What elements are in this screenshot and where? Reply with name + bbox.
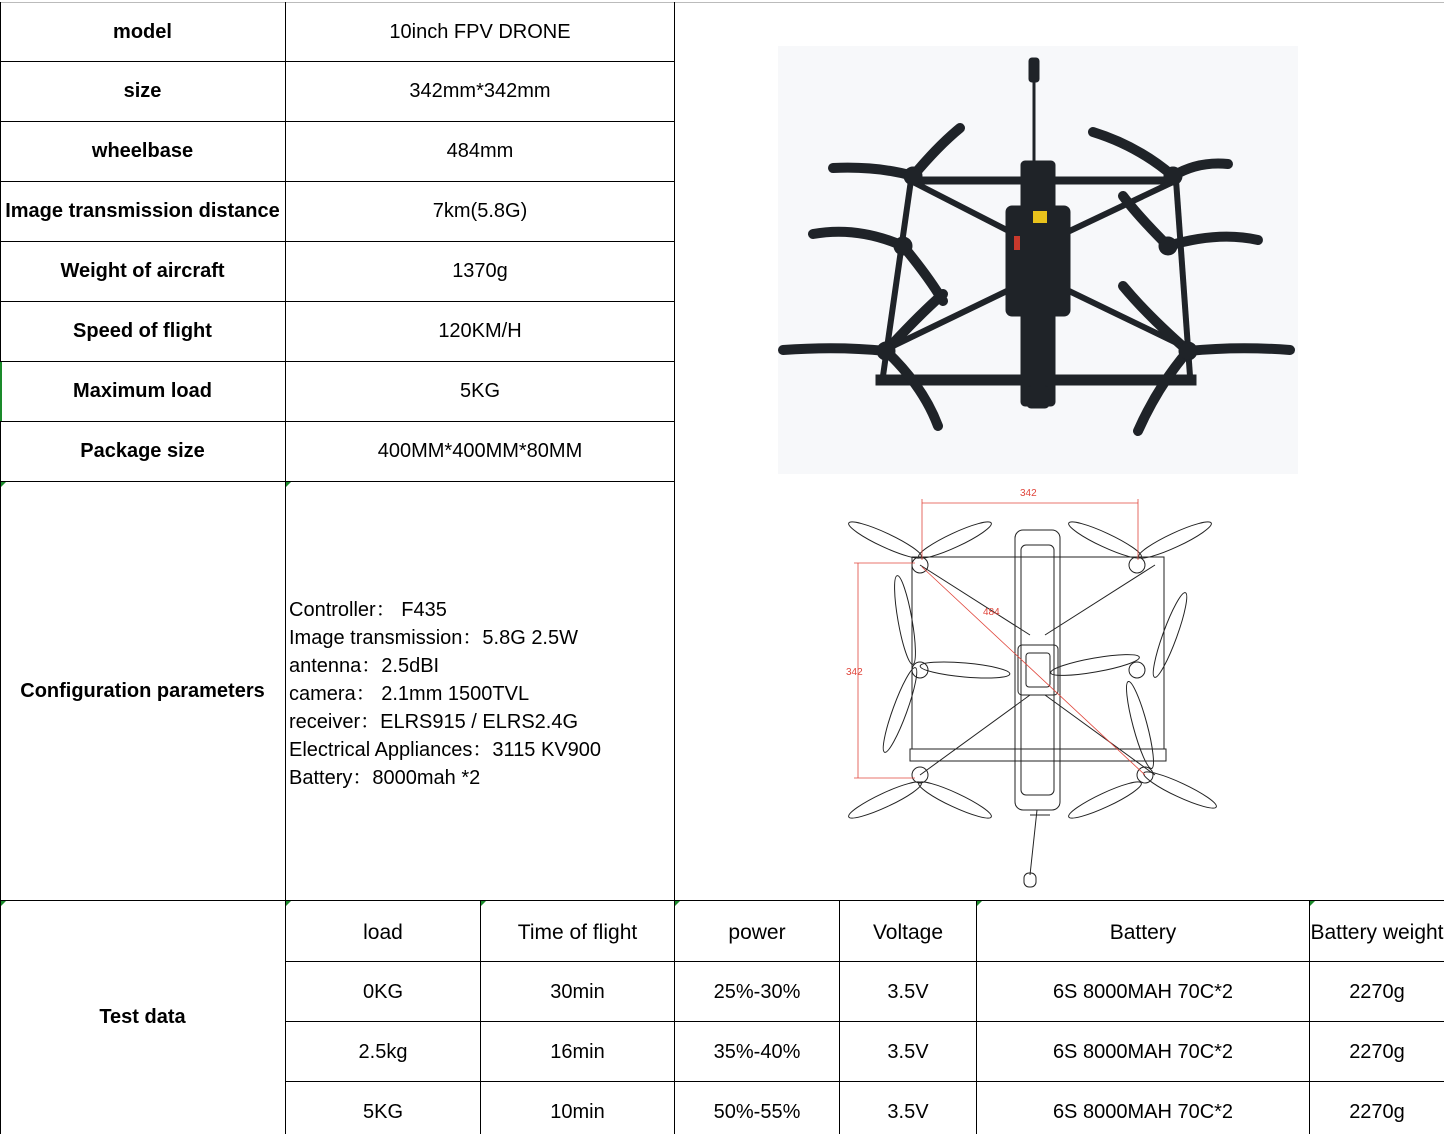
test-cell: 6S 8000MAH 70C*2	[1052, 981, 1234, 1003]
test-header-load: load	[363, 920, 403, 944]
test-cell: 25%-30%	[713, 981, 801, 1003]
spec-value-weight: 1370g	[452, 260, 508, 282]
test-cell: 0KG	[362, 981, 404, 1003]
test-header-battery-weight: Battery weight	[1310, 920, 1444, 944]
config-line: Controller： F435	[289, 599, 447, 621]
spec-label-model: model	[113, 20, 172, 43]
drone-technical-drawing	[840, 485, 1230, 895]
config-line: camera： 2.1mm 1500TVL	[289, 683, 530, 705]
test-cell: 3.5V	[887, 1041, 929, 1063]
dimension-label-side: 342	[846, 667, 863, 678]
test-cell: 3.5V	[887, 1101, 929, 1123]
test-cell: 3.5V	[887, 981, 929, 1003]
test-header-power: power	[728, 920, 786, 944]
test-data-label: Test data	[99, 1006, 186, 1028]
test-cell: 6S 8000MAH 70C*2	[1052, 1041, 1234, 1063]
dimension-label-top: 342	[1020, 488, 1037, 499]
config-label: Configuration parameters	[20, 679, 265, 702]
test-cell: 50%-55%	[713, 1101, 801, 1123]
test-cell: 5KG	[362, 1101, 404, 1123]
config-line: Electrical Appliances：3115 KV900	[289, 739, 602, 761]
spec-label-size: size	[123, 80, 162, 102]
test-cell: 30min	[550, 981, 605, 1003]
spec-value-model: 10inch FPV DRONE	[389, 20, 571, 43]
config-line: Image transmission：5.8G 2.5W	[289, 627, 578, 649]
test-cell: 16min	[550, 1041, 605, 1063]
test-cell: 2270g	[1349, 1041, 1405, 1063]
dimension-label-diagonal: 484	[983, 607, 1000, 618]
test-header-battery: Battery	[1109, 920, 1177, 944]
spec-label-weight: Weight of aircraft	[60, 260, 225, 282]
test-cell: 35%-40%	[713, 1041, 801, 1063]
test-cell: 10min	[550, 1101, 605, 1123]
spec-value-package-size: 400MM*400MM*80MM	[377, 440, 583, 462]
spec-label-max-load: Maximum load	[73, 380, 212, 402]
spec-value-max-load: 5KG	[459, 380, 501, 402]
spec-label-transmission-distance: Image transmission distance	[5, 200, 280, 222]
spec-value-speed: 120KM/H	[438, 320, 522, 342]
spec-label-speed: Speed of flight	[73, 320, 212, 342]
spec-value-transmission-distance: 7km(5.8G)	[432, 200, 528, 222]
config-line: Battery：8000mah *2	[289, 767, 481, 789]
config-line: antenna：2.5dBI	[289, 655, 440, 677]
row-line	[285, 1081, 1444, 1082]
test-header-voltage: Voltage	[872, 920, 944, 944]
test-header-time: Time of flight	[517, 920, 638, 944]
spec-value-wheelbase: 484mm	[446, 140, 514, 162]
drone-photo	[778, 46, 1298, 474]
row-line	[285, 1021, 1444, 1022]
spec-label-wheelbase: wheelbase	[91, 140, 194, 162]
spec-label-package-size: Package size	[80, 440, 205, 462]
test-cell: 2270g	[1349, 1101, 1405, 1123]
config-list	[289, 596, 601, 792]
cell-tick	[286, 482, 291, 487]
spec-value-size: 342mm*342mm	[409, 80, 551, 102]
config-line: receiver：ELRS915 / ELRS2.4G	[289, 711, 579, 733]
row-line	[285, 961, 1444, 962]
test-cell: 2.5kg	[358, 1041, 408, 1063]
test-cell: 2270g	[1349, 981, 1405, 1003]
test-cell: 6S 8000MAH 70C*2	[1052, 1101, 1234, 1123]
